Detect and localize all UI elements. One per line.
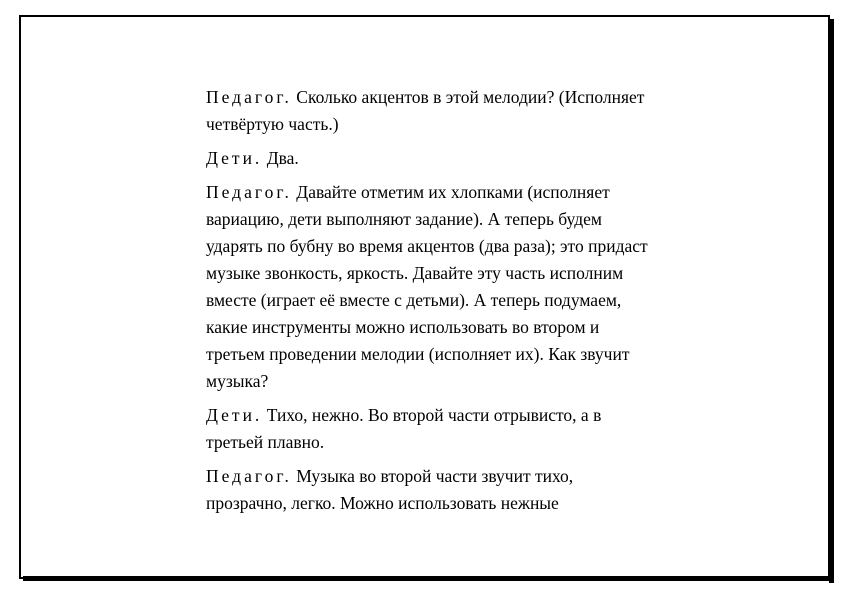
paragraph-4: [206, 402, 746, 456]
paragraph-3: [206, 179, 746, 395]
document-body: [206, 84, 746, 524]
paragraph-5: [206, 463, 746, 517]
paragraph-line: [206, 402, 746, 429]
paragraph-line: музыка?: [206, 371, 269, 391]
speaker-label: Педагог.: [206, 182, 292, 202]
line-text: Сколько акцентов в этой мелодии? (Исполняет: [291, 87, 645, 107]
paragraph-line: третьей плавно.: [206, 432, 325, 452]
paragraph-line: прозрачно, легко. Можно использовать нежные: [206, 493, 559, 513]
speaker-label: Педагог.: [206, 466, 292, 486]
paragraph-1: [206, 84, 746, 138]
line-text: Тихо, нежно. Во второй части отрывисто, а в: [262, 405, 602, 425]
paragraph-line: третьем проведении мелодии (исполняет их). Как звучит: [206, 344, 630, 364]
line-text: Давайте отметим их хлопками (исполняет: [291, 182, 610, 202]
paragraph-line: [206, 179, 746, 206]
paragraph-line: музыке звонкость, яркость. Давайте эту часть исполним: [206, 263, 624, 283]
speaker-label: Дети.: [206, 148, 263, 168]
paragraph-line: вариацию, дети выполняют задание). А теперь будем: [206, 209, 602, 229]
line-text: Музыка во второй части звучит тихо,: [291, 466, 574, 486]
paragraph-line: [206, 463, 746, 490]
paragraph-2: [206, 145, 746, 172]
paragraph-line: [206, 145, 746, 172]
paragraph-line: вместе (играет её вместе с детьми). А теперь подумаем,: [206, 290, 622, 310]
paragraph-line: [206, 84, 746, 111]
speaker-label: Дети.: [206, 405, 263, 425]
paragraph-line: ударять по бубну во время акцентов (два раза); это придаст: [206, 236, 648, 256]
line-text: Два.: [262, 148, 299, 168]
paragraph-line: какие инструменты можно использовать во втором и: [206, 317, 600, 337]
speaker-label: Педагог.: [206, 87, 292, 107]
paragraph-line: четвёртую часть.): [206, 114, 339, 134]
